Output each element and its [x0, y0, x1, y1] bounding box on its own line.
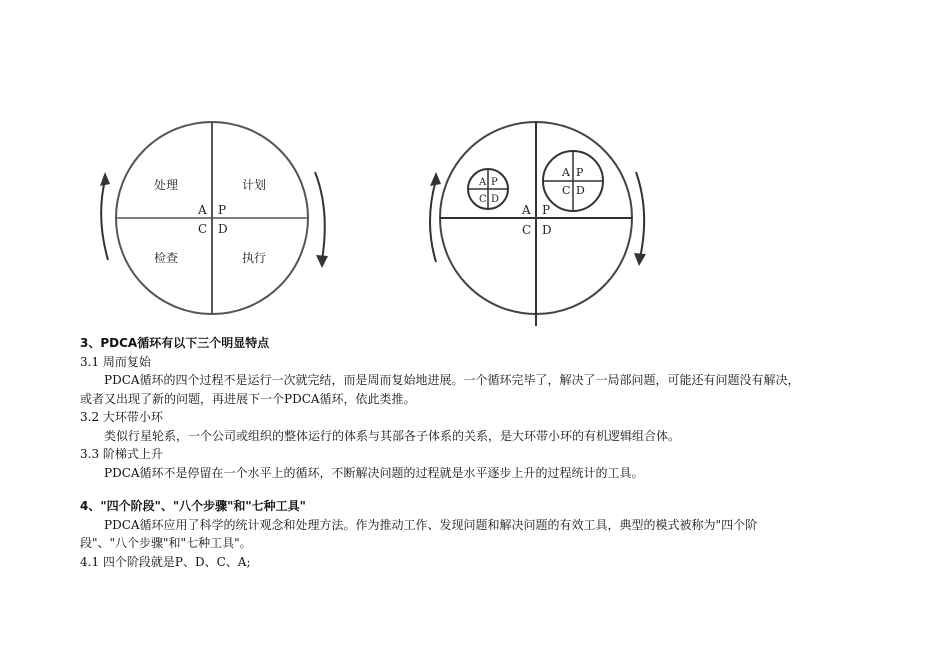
rotation-arrow-left [430, 180, 436, 262]
rotation-arrow-right [315, 172, 325, 260]
rotation-arrow-left [101, 180, 108, 260]
letter-p: P [542, 203, 551, 217]
arrow-head-right [634, 253, 646, 266]
svg-text:C: C [479, 194, 487, 205]
section-3-1-body-line2: 或者又出现了新的问题，再进展下一个PDCA循环，依此类推。 [80, 391, 416, 406]
pdca-cycle-diagram [92, 110, 352, 334]
quadrant-label-do: 执行 [242, 251, 267, 265]
letter-p: P [218, 203, 227, 217]
arrow-head-left [100, 172, 110, 186]
section-4-1-heading: 4.1 四个阶段就是P、D、C、A; [80, 554, 251, 569]
letter-d: D [542, 223, 552, 237]
section-3-2-body: 类似行星轮系，一个公司或组织的整体运行的体系与其部各子体系的关系，是大环带小环的有机逻辑组合体。 [104, 428, 681, 443]
section-3-3-heading: 3.3 阶梯式上升 [80, 447, 163, 461]
letter-d: D [218, 222, 228, 236]
section-4-body-line1: PDCA循环应用了科学的统计观念和处理方法。作为推动工作、发现问题和解决问题的有效工具，典型的模式被称为"四个阶 [104, 517, 758, 532]
section-3-3-body: PDCA循环不是停留在一个水平上的循环，不断解决问题的过程就是水平逐步上升的过程统计的工具。 [104, 465, 644, 480]
medium-cycle [543, 151, 603, 211]
document-body [80, 334, 880, 571]
section-4-heading: 4、"四个阶段"、"八个步骤"和"七种工具" [80, 499, 306, 513]
quadrant-label-act: 处理 [154, 178, 179, 192]
rotation-arrow-right [636, 172, 644, 258]
section-3-1-body-line1: PDCA循环的四个过程不是运行一次就完结，而是周而复始地进展。一个循环完毕了，解决了一局部问题，可能还有问题没有解决， [104, 373, 800, 387]
svg-text:C: C [562, 184, 571, 197]
quadrant-label-check: 检查 [154, 251, 179, 265]
svg-text:P: P [491, 177, 498, 188]
letter-c: C [522, 223, 532, 237]
arrow-head-left [430, 172, 441, 186]
letter-c: C [198, 222, 208, 236]
section-3-heading: 3、PDCA循环有以下三个明显特点 [80, 336, 270, 350]
quadrant-label-plan: 计划 [242, 178, 267, 192]
section-3-2-heading: 3.2 大环带小环 [80, 410, 163, 424]
svg-text:A: A [479, 177, 487, 188]
section-4-body-line2: 段"、"八个步骤"和"七种工具"。 [80, 536, 252, 550]
svg-text:D: D [491, 194, 500, 205]
arrow-head-right [316, 255, 328, 268]
svg-text:P: P [576, 166, 584, 179]
small-cycle [468, 169, 508, 209]
letter-a: A [198, 203, 207, 217]
letter-a: A [522, 203, 531, 217]
section-3-1-heading: 3.1 周而复始 [80, 354, 151, 369]
svg-text:D: D [576, 184, 585, 197]
svg-text:A: A [562, 166, 570, 179]
nested-pdca-diagram [418, 112, 658, 338]
